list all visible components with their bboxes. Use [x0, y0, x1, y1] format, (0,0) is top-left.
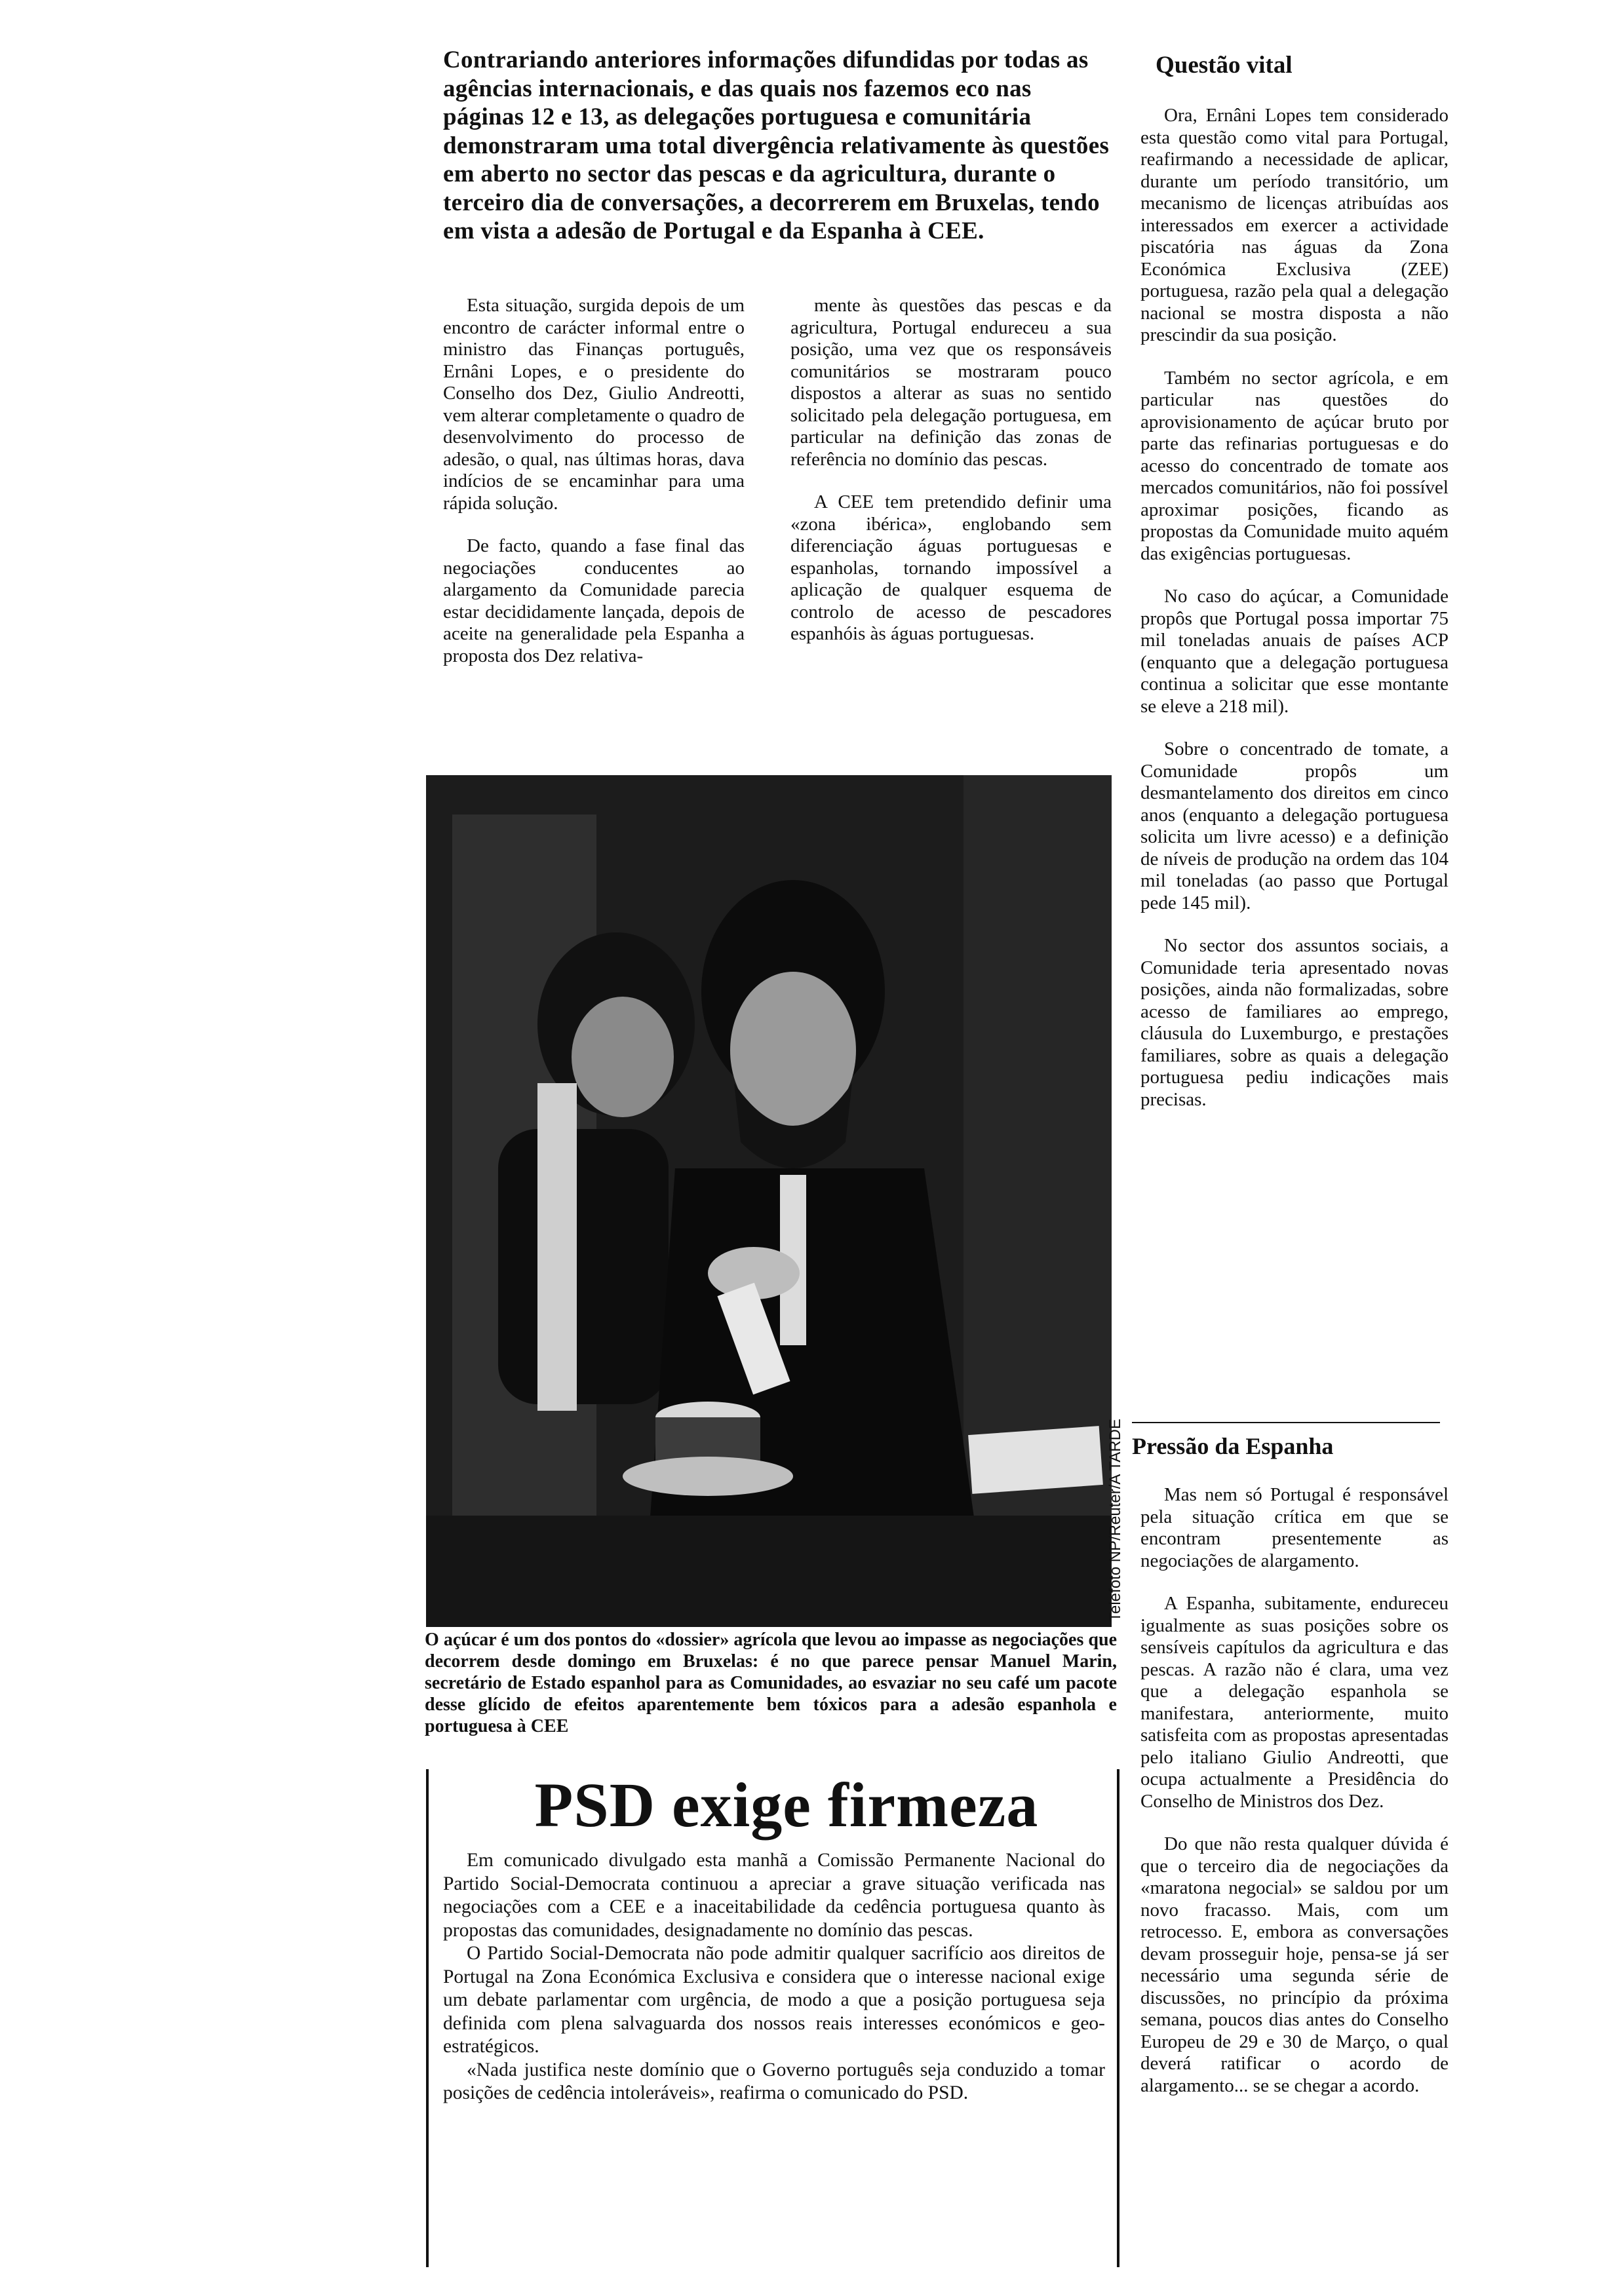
psd-headline: PSD exige firmeza — [534, 1770, 1039, 1840]
column-3-paragraph: No caso do açúcar, a Comunidade propôs que Portugal possa importar 75 mil toneladas anuais de países ACP (enquanto que a delegação portuguesa continua a solicitar que esse montante se eleve a 218 mil). — [1140, 586, 1449, 717]
column-3-paragraph: Também no sector agrícola, e em particular nas questões do aprovisionamento de açúcar bruto por parte das refinarias portuguesas e do acesso do concentrado de tomate aos mercados comunitários, não foi possível aproximar posições, ficando as propostas da Comunidade muito aquém das exigências portuguesas. — [1140, 367, 1449, 564]
column-2 — [790, 295, 1112, 666]
column-3-lower-paragraph: Do que não resta qualquer dúvida é que o terceiro dia de negociações da «maratona negocial» se saldou por um novo fracasso. Mais, com um retrocesso. E, embora as conversações devam prosseguir hoje, pensa-se já ser necessário uma segunda série de discussões, no princípio da próxima semana, poucos dias antes do Conselho Europeu de 29 e 30 de Março, o qual deverá ratificar o acordo de alargamento... se se chegar a acordo. — [1140, 1833, 1449, 2096]
column-1-paragraph: Esta situação, surgida depois de um encontro de carácter informal entre o ministro das Finanças português, Ernâni Lopes, e o presidente do Conselho dos Dez, Giulio Andreotti, vem alterar completamente o quadro de desenvolvimento do processo de adesão, o qual, nas últimas horas, dava indícios de se encaminhar para uma rápida solução. — [443, 295, 745, 514]
column-3-lower-paragraph: Mas nem só Portugal é responsável pela situação crítica em que se encontram presentemente as negociações de alargamento. — [1140, 1484, 1449, 1571]
psd-paragraph: «Nada justifica neste domínio que o Governo português seja conduzido a tomar posições de cedência intoleráveis», reafirma o comunicado do PSD. — [443, 2059, 1105, 2103]
column-1-paragraph: De facto, quando a fase final das negociações conducentes ao alargamento da Comunidade parecia estar decididamente lançada, depois de aceite na generalidade pela Espanha a proposta dos Dez relativa- — [443, 535, 745, 666]
psd-paragraph: O Partido Social-Democrata não pode admitir qualquer sacrifício aos direitos de Portugal na Zona Económica Exclusiva e considera que o interesse nacional exige um debate parlamentar com urgência, de modo a que a posição portuguesa seja definida com plena salvaguarda dos nossos reais interesses económicos e geo-estratégicos. — [443, 1943, 1105, 2057]
column-3-lower-paragraph: A Espanha, subitamente, endureceu igualmente as suas posições sobre os sensíveis capítulos da agricultura e das pescas. A razão não é clara, uma vez que a delegação espanhola se manifestara, anteriormente, muito satisfeita com as propostas apresentadas pelo italiano Giulio Andreotti, que ocupa actualmente a Presidência do Conselho de Ministros dos Dez. — [1140, 1593, 1449, 1812]
psd-paragraph: Em comunicado divulgado esta manhã a Comissão Permanente Nacional do Partido Social-Democrata continuou a apreciar a grave situação verificada nas negociações com a CEE e a inaceitabilidade da cedência portuguesa quanto às propostas das comunidades, designadamente no domínio das pescas. — [443, 1850, 1105, 1941]
psd-article-body — [443, 1849, 1105, 2105]
column-3-paragraph: Sobre o concentrado de tomate, a Comunidade propôs um desmantelamento dos direitos em cinco anos (enquanto a delegação portuguesa solicita um livre acesso) e a definição de níveis de produção na ordem das 104 mil toneladas (ao passo que Portugal pede 145 mil). — [1140, 738, 1449, 913]
news-photo-illustration — [426, 775, 1112, 1627]
column-2-paragraph: mente às questões das pescas e da agricultura, Portugal endureceu a sua posição, uma vez que os responsáveis comunitários se mostraram pouco dispostos a alterar as suas no sentido solicitado pela delegação portuguesa, em particular na definição das zonas de referência no domínio das pescas. — [790, 295, 1112, 470]
photo-credit: Telefoto NP/Reuter/A TARDE — [1106, 1419, 1124, 1622]
news-photo — [426, 775, 1112, 1627]
column-3 — [1140, 105, 1449, 1132]
column-3-paragraph: Ora, Ernâni Lopes tem considerado esta questão como vital para Portugal, reafirmando a necessidade de aplicar, durante um período transitório, um mecanismo de licenças atribuídas aos interessados em exercer a actividade piscatória nas águas da Zona Económica Exclusiva (ZEE) portuguesa, razão pela qual a delegação nacional se mostra disposta a não prescindir da sua posição. — [1140, 105, 1449, 345]
column-1 — [443, 295, 745, 688]
photo-caption: O açúcar é um dos pontos do «dossier» agrícola que levou ao impasse as negociações que decorrem desde domingo em Bruxelas: é no que parece pensar Manuel Marin, secretário de Estado espanhol para as Comunidades, ao esvaziar no seu café um pacote desse glícido de efeitos aparentemente bem tóxicos para a adesão espanhola e portuguesa à CEE — [425, 1630, 1117, 1736]
section-heading-pressao-espanha: Pressão da Espanha — [1132, 1433, 1334, 1459]
column-3-paragraph: No sector dos assuntos sociais, a Comunidade teria apresentado novas posições, ainda não formalizadas, sobre acesso de familiares ao emprego, cláusula do Luxemburgo, e prestações familiares, sobre as quais a delegação portuguesa pediu indicações mais precisas. — [1140, 935, 1449, 1110]
column-3-divider — [1132, 1422, 1440, 1423]
section-heading-questao-vital: Questão vital — [1156, 52, 1293, 79]
lead-paragraph: Contrariando anteriores informações difundidas por todas as agências internacionais, e das quais nos fazemos eco nas páginas 12 e 13, as delegações portuguesa e comunitária demonstraram uma total divergência relativamente às questões em aberto no sector das pescas e da agricultura, durante o terceiro dia de conversações, a decorrerem em Bruxelas, tendo em vista a adesão de Portugal e da Espanha à CEE. — [443, 47, 1110, 244]
column-3-lower — [1140, 1484, 1449, 2118]
column-2-paragraph: A CEE tem pretendido definir uma «zona ibérica», englobando sem diferenciação águas portuguesas e espanholas, tornando impossível a aplicação de qualquer esquema de controlo de acesso de pescadores espanhóis às águas portuguesas. — [790, 491, 1112, 644]
